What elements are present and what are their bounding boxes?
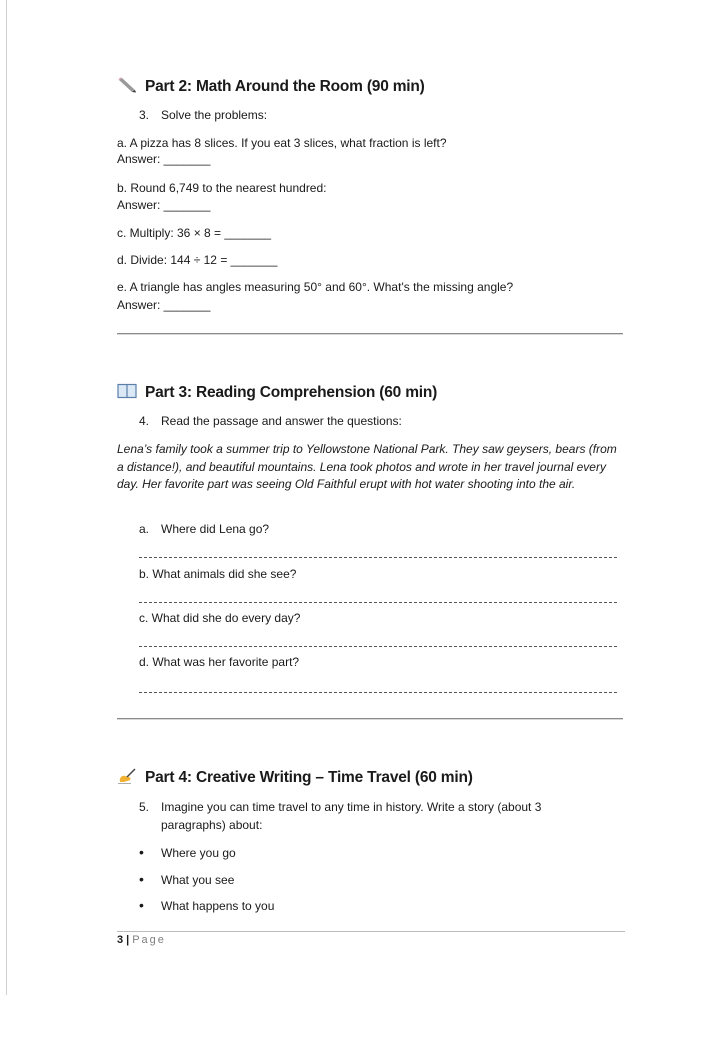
page-label: Page [132,934,166,946]
page-number: 3 [117,934,124,946]
part3-item-text: Read the passage and answer the questions: [161,414,402,428]
pencil-icon [117,77,137,93]
footer-divider [117,931,625,932]
part2-heading [117,77,425,96]
part4-title: Part 4: Creative Writing – Time Travel (60 min) [145,769,473,786]
section-divider [117,333,623,335]
part2-instruction [139,107,267,124]
part3-instruction [139,413,402,430]
problem-c-question: c. Multiply: 36 × 8 = _______ [117,226,272,240]
part3-title: Part 3: Reading Comprehension (60 min) [145,384,438,401]
part3-heading [117,383,437,402]
problem-a-question: a. A pizza has 8 slices. If you eat 3 slices, what fraction is left? [117,136,447,150]
part3-item-number: 4. [139,414,150,428]
answer-line-b[interactable] [139,602,617,603]
open-book-icon [117,383,137,399]
problem-d-question: d. Divide: 144 ÷ 12 = _______ [117,253,278,267]
answer-line-d[interactable] [139,692,617,693]
problem-e-answer: Answer: _______ [117,298,211,312]
list-item [139,898,274,915]
page-footer [117,934,166,946]
answer-line-c[interactable] [139,646,617,647]
writing-hand-icon [117,768,137,784]
problem-b-answer: Answer: _______ [117,198,211,212]
list-item [139,845,236,862]
reading-passage: Lena’s family took a summer trip to Yellowstone National Park. They saw geysers, bears (from a distance!), and beautiful mountains. Lena took photos and wrote in her travel journal every day. Her favorite part was seeing Old Faithful erupt with hot water shooting into the air. [117,442,617,491]
bullet-icon: • [139,897,144,913]
question-b: b. What animals did she see? [139,567,297,581]
question-d: d. What was her favorite part? [139,655,300,669]
question-c: c. What did she do every day? [139,611,301,625]
bullet-icon: • [139,871,144,887]
part2-item-number: 3. [139,108,150,122]
footer-separator: | [126,934,130,946]
answer-line-a[interactable] [139,557,617,558]
part2-item-text: Solve the problems: [161,108,268,122]
list-item-text: What you see [161,873,235,887]
part4-item-text-line1: Imagine you can time travel to any time in history. Write a story (about 3 [161,800,542,814]
part4-heading [117,768,473,787]
problem-a-answer: Answer: _______ [117,152,211,166]
page-edge [6,0,7,995]
part4-item-number: 5. [139,800,150,814]
problem-b-question: b. Round 6,749 to the nearest hundred: [117,181,327,195]
part4-item-text-line2: paragraphs) about: [161,818,263,832]
section-divider [117,718,623,720]
question-a [139,521,269,538]
question-a-text: Where did Lena go? [161,522,270,536]
list-item-text: Where you go [161,846,236,860]
part2-title: Part 2: Math Around the Room (90 min) [145,78,425,95]
list-item [139,872,234,889]
list-item-text: What happens to you [161,899,275,913]
question-a-letter: a. [139,522,150,536]
problem-e-question: e. A triangle has angles measuring 50° and 60°. What's the missing angle? [117,280,514,294]
part4-instruction-line1 [139,799,541,816]
bullet-icon: • [139,844,144,860]
